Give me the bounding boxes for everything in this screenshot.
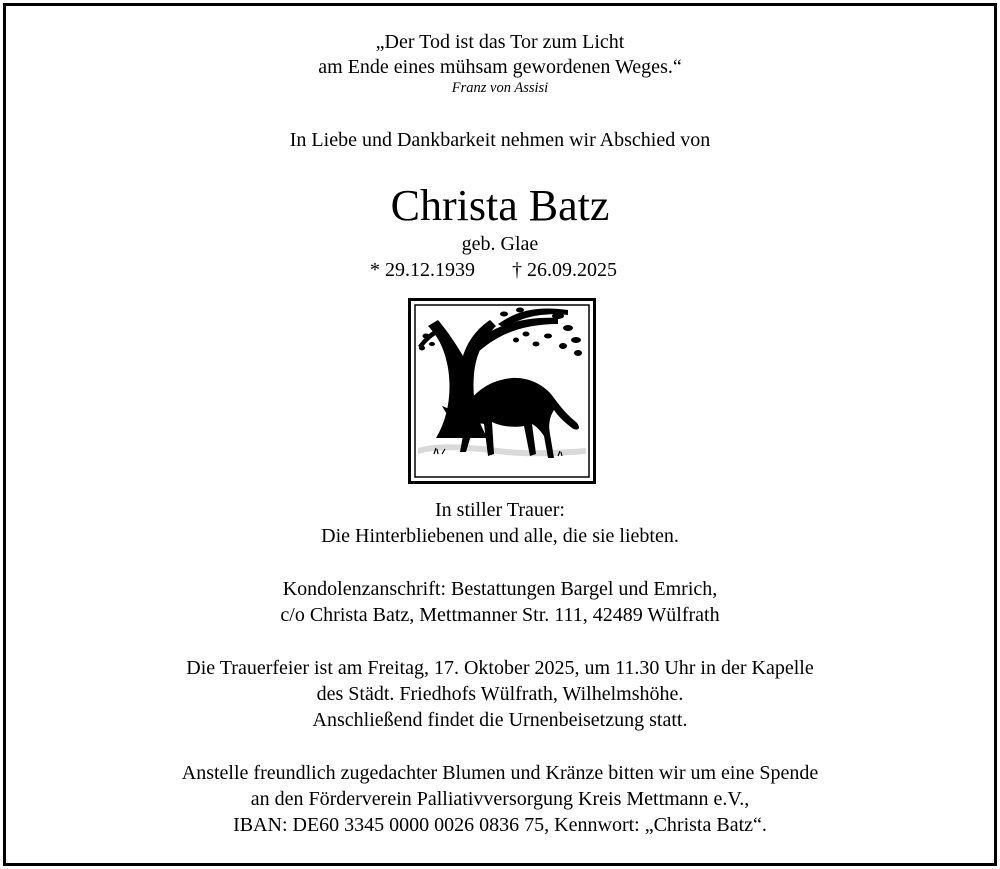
quote-author: Franz von Assisi (451, 80, 549, 96)
maiden-name: geb. Glae (461, 233, 539, 255)
fox-under-tree-icon (408, 298, 596, 484)
quote-line-1: „Der Tod ist das Tor zum Licht (375, 31, 625, 53)
quote-line-2: am Ende eines mühsam gewordenen Weges.“ (318, 56, 682, 78)
death-date: † 26.09.2025 (512, 259, 617, 281)
condolence-line-2: c/o Christa Batz, Mettmanner Str. 111, 42489 Wülfrath (280, 604, 720, 626)
intro-text: In Liebe und Dankbarkeit nehmen wir Abschied von (289, 129, 711, 151)
ceremony-line-1: Die Trauerfeier ist am Freitag, 17. Oktober 2025, um 11.30 Uhr in der Kapelle (186, 657, 814, 679)
birth-date: * 29.12.1939 (370, 259, 475, 281)
ceremony-line-3: Anschließend findet die Urnenbeisetzung statt. (312, 709, 688, 731)
deceased-name: Christa Batz (390, 181, 610, 230)
condolence-line-1: Kondolenzanschrift: Bestattungen Bargel und Emrich, (282, 578, 718, 600)
donation-line-2: an den Förderverein Palliativversorgung Kreis Mettmann e.V., (250, 788, 750, 810)
donation-line-1: Anstelle freundlich zugedachter Blumen und Kränze bitten wir um eine Spende (181, 762, 819, 784)
mourning-survivors: Die Hinterbliebenen und alle, die sie liebten. (321, 525, 679, 547)
ceremony-line-2: des Städt. Friedhofs Wülfrath, Wilhelmshöhe. (316, 683, 684, 705)
mourning-heading: In stiller Trauer: (435, 499, 565, 521)
donation-line-3: IBAN: DE60 3345 0000 0026 0836 75, Kennwort: „Christa Batz“. (233, 814, 767, 836)
